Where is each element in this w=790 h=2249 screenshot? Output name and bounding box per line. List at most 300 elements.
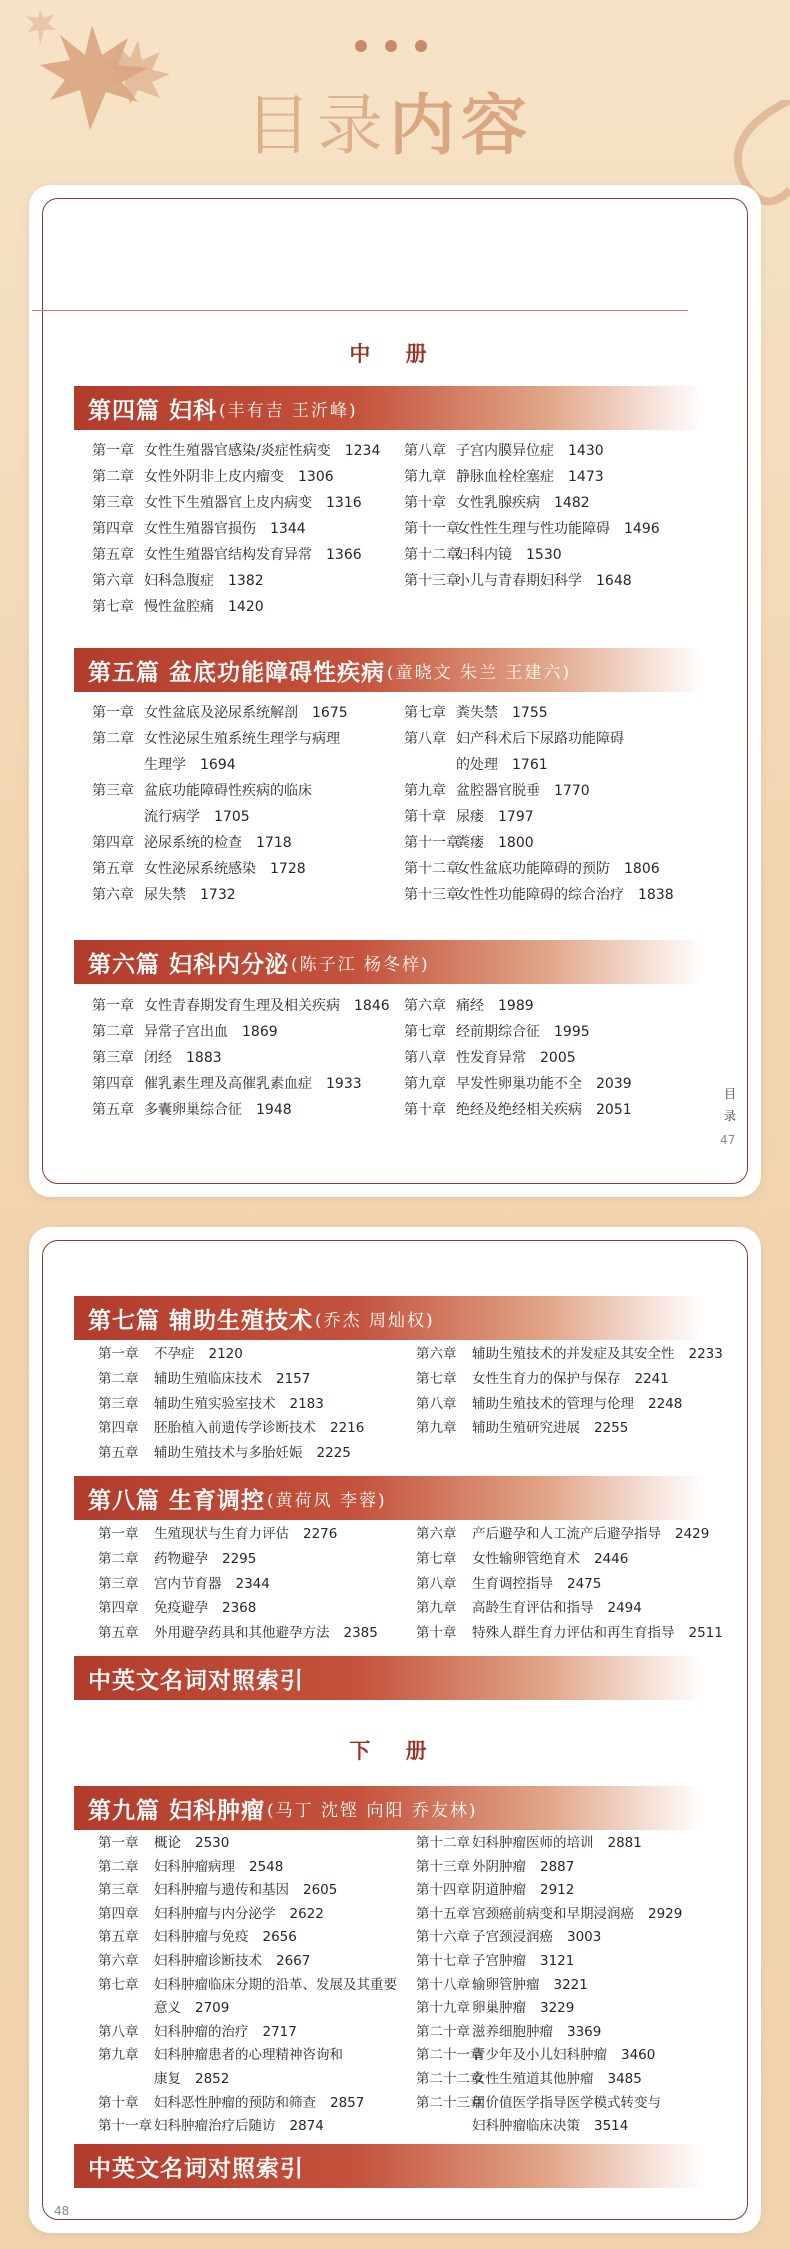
toc-entry[interactable] <box>404 830 674 856</box>
toc-entry[interactable] <box>416 1572 723 1597</box>
chapter-list-left <box>92 700 348 908</box>
chapter-title: 尿瘘 <box>456 809 484 825</box>
chapter-title: 妇科肿瘤与免疫 <box>154 1929 249 1946</box>
toc-entry[interactable] <box>92 830 348 856</box>
toc-entry[interactable] <box>404 542 660 568</box>
chapter-title: 妇科肿瘤与内分泌学 <box>154 1905 276 1922</box>
chapter-title: 辅助生殖实验室技术 <box>154 1395 276 1412</box>
chapter-number: 第十八章 <box>416 1976 470 1993</box>
chapter-title: 生殖现状与生育力评估 <box>154 1526 289 1542</box>
chapter-page: 3485 <box>607 2070 642 2087</box>
chapter-number: 第六章 <box>416 1346 457 1362</box>
chapter-page: 1316 <box>326 495 362 511</box>
toc-entry[interactable] <box>98 1342 364 1367</box>
chapter-number: 第八章 <box>98 2023 139 2040</box>
toc-entry[interactable] <box>92 568 380 594</box>
chapter-title: 妇科肿瘤与遗传和基因 <box>154 1882 289 1899</box>
chapter-page: 1382 <box>228 573 264 589</box>
chapter-number: 第四章 <box>98 1600 139 1617</box>
chapter-number: 第十三章 <box>404 573 460 589</box>
chapter-title: 绝经及绝经相关疾病 <box>456 1102 582 1118</box>
chapter-title: 催乳素生理及高催乳素血症 <box>144 1076 312 1092</box>
chapter-number: 第三章 <box>98 1575 139 1592</box>
chapter-title: 子宫颈浸润癌 <box>472 1929 553 1946</box>
chapter-number: 第七章 <box>404 1024 446 1040</box>
chapter-title: 女性泌尿系统感染 <box>144 861 256 877</box>
chapter-number: 第二章 <box>92 469 134 485</box>
chapter-title: 辅助生殖临床技术 <box>154 1370 262 1387</box>
toc-entry[interactable] <box>92 1097 390 1123</box>
chapter-page: 1675 <box>312 705 348 721</box>
section-title: 第九篇 妇科肿瘤 <box>88 1797 266 1824</box>
chapter-number: 第二章 <box>92 731 134 747</box>
chapter-number: 第六章 <box>92 887 134 903</box>
toc-entry[interactable] <box>92 594 380 620</box>
chapter-page: 2874 <box>289 2118 324 2135</box>
chapter-number: 第三章 <box>98 1395 139 1412</box>
chapter-title: 妇科急腹症 <box>144 573 214 589</box>
toc-entry[interactable] <box>416 1856 682 1880</box>
divider-line <box>32 310 688 311</box>
chapter-title: 静脉血栓栓塞症 <box>456 469 554 485</box>
toc-entry[interactable] <box>404 726 674 752</box>
chapter-title: 外阴肿瘤 <box>472 1858 526 1875</box>
toc-entry[interactable] <box>98 2092 397 2116</box>
chapter-title: 妇科恶性肿瘤的预防和筛查 <box>154 2094 316 2111</box>
chapter-number: 第一章 <box>92 443 134 459</box>
chapter-title: 生育调控指导 <box>472 1575 553 1592</box>
section-authors: (丰有吉 王沂峰) <box>219 400 358 421</box>
chapter-page: 2852 <box>195 2070 230 2087</box>
chapter-title: 女性生殖道其他肿瘤 <box>472 2070 594 2087</box>
toc-entry[interactable] <box>404 778 674 804</box>
chapter-number: 第一章 <box>92 998 134 1014</box>
toc-entry[interactable] <box>416 1367 723 1392</box>
toc-entry[interactable] <box>98 1596 378 1621</box>
chapter-page: 1869 <box>242 1024 278 1040</box>
chapter-page: 2225 <box>316 1445 351 1462</box>
chapter-number: 第八章 <box>404 731 446 747</box>
chapter-page: 2344 <box>235 1575 270 1592</box>
toc-entry[interactable] <box>404 1019 632 1045</box>
chapter-number: 第七章 <box>98 1976 139 1993</box>
chapter-title: 妇科内镜 <box>456 547 512 563</box>
chapter-page: 2385 <box>343 1625 378 1642</box>
chapter-page: 1800 <box>498 835 534 851</box>
chapter-number: 第十六章 <box>416 1929 470 1946</box>
chapter-title: 药物避孕 <box>154 1550 208 1567</box>
chapter-page: 2183 <box>289 1395 324 1412</box>
chapter-title: 慢性盆腔痛 <box>144 599 214 615</box>
chapter-page: 2494 <box>607 1600 642 1617</box>
toc-entry[interactable] <box>98 1997 397 2021</box>
chapter-number: 第八章 <box>416 1575 457 1592</box>
chapter-page: 3460 <box>621 2047 656 2064</box>
chapter-page: 1846 <box>354 998 390 1014</box>
chapter-list-left <box>98 1832 397 2139</box>
chapter-title: 异常子宫出血 <box>144 1024 228 1040</box>
toc-entry[interactable] <box>404 856 674 882</box>
chapter-page: 1482 <box>554 495 590 511</box>
chapter-title: 免疫避孕 <box>154 1600 208 1617</box>
chapter-page: 1883 <box>186 1050 222 1066</box>
chapter-title: 外用避孕药具和其他避孕方法 <box>154 1625 330 1642</box>
chapter-page: 2005 <box>540 1050 576 1066</box>
chapter-title: 盆腔器官脱垂 <box>456 783 540 799</box>
chapter-list-right <box>404 438 660 594</box>
toc-entry[interactable] <box>98 1367 364 1392</box>
chapter-number: 第一章 <box>98 1835 139 1851</box>
toc-entry[interactable] <box>404 490 660 516</box>
chapter-title: 多囊卵巢综合征 <box>144 1102 242 1118</box>
chapter-number: 第四章 <box>92 521 134 537</box>
chapter-title: 妇科肿瘤临床分期的沿革、发展及其重要 <box>154 1976 397 1993</box>
toc-entry[interactable] <box>416 1392 723 1417</box>
toc-entry[interactable] <box>416 2021 682 2045</box>
chapter-page: 2709 <box>195 2000 230 2017</box>
chapter-title: 滋养细胞肿瘤 <box>472 2023 553 2040</box>
chapter-number: 第五章 <box>98 1625 139 1642</box>
toc-entry[interactable] <box>416 1342 723 1367</box>
section-title: 第四篇 妇科 <box>88 397 218 424</box>
chapter-list-left <box>92 993 390 1123</box>
volume-label: 中 册 <box>349 342 441 366</box>
chapter-title: 康复 <box>154 2070 181 2087</box>
toc-entry[interactable] <box>92 700 348 726</box>
toc-entry[interactable] <box>416 1926 682 1950</box>
chapter-number: 第十二章 <box>416 1835 470 1851</box>
toc-entry[interactable] <box>416 1974 682 1998</box>
chapter-page: 1770 <box>554 783 590 799</box>
toc-entry[interactable] <box>92 464 380 490</box>
toc-entry[interactable] <box>98 1522 378 1547</box>
chapter-title: 青少年及小儿妇科肿瘤 <box>472 2047 607 2064</box>
chapter-title: 不孕症 <box>154 1346 195 1362</box>
toc-entry[interactable] <box>98 1926 397 1950</box>
chapter-page: 1473 <box>568 469 604 485</box>
chapter-title: 卵巢肿瘤 <box>472 2000 526 2017</box>
chapter-page: 2039 <box>596 1076 632 1092</box>
toc-entry[interactable] <box>98 1621 378 1646</box>
chapter-number: 第二章 <box>92 1024 134 1040</box>
toc-entry[interactable] <box>404 1045 632 1071</box>
chapter-number: 第十章 <box>404 495 446 511</box>
chapter-title: 盆底功能障碍性疾病的临床 <box>144 783 312 799</box>
chapter-title: 女性盆底及泌尿系统解剖 <box>144 705 298 721</box>
chapter-list-right <box>404 700 674 908</box>
toc-entry[interactable] <box>98 1572 378 1597</box>
toc-entry[interactable] <box>92 542 380 568</box>
section-authors: (黄荷凤 李蓉) <box>267 1490 387 1511</box>
chapter-page: 1948 <box>256 1102 292 1118</box>
toc-entry[interactable] <box>98 1392 364 1417</box>
toc-entry[interactable] <box>416 1879 682 1903</box>
toc-entry[interactable] <box>92 752 348 778</box>
chapter-page: 1420 <box>228 599 264 615</box>
chapter-page: 1496 <box>624 521 660 537</box>
toc-entry[interactable] <box>92 490 380 516</box>
chapter-page: 2276 <box>303 1526 338 1542</box>
chapter-title: 妇科肿瘤治疗后随访 <box>154 2118 276 2135</box>
toc-entry[interactable] <box>98 1547 378 1572</box>
toc-entry[interactable] <box>98 1974 397 1998</box>
chapter-number: 第五章 <box>98 1929 139 1946</box>
chapter-title: 女性外阴非上皮内瘤变 <box>144 469 284 485</box>
toc-entry[interactable] <box>416 2068 682 2092</box>
chapter-title: 早发性卵巢功能不全 <box>456 1076 582 1092</box>
chapter-page: 2120 <box>208 1346 243 1362</box>
chapter-title: 妇科肿瘤患者的心理精神咨询和 <box>154 2047 343 2064</box>
toc-entry[interactable] <box>416 1416 723 1441</box>
section-bar <box>74 386 704 430</box>
chapter-number: 第九章 <box>98 2047 139 2064</box>
chapter-page: 1797 <box>498 809 534 825</box>
chapter-page: 2255 <box>594 1420 629 1437</box>
toc-entry[interactable] <box>98 1903 397 1927</box>
chapter-number: 第二章 <box>98 1858 139 1875</box>
toc-entry[interactable] <box>98 1832 397 1856</box>
toc-entry[interactable] <box>416 1621 723 1646</box>
toc-entry[interactable] <box>416 2092 682 2116</box>
toc-entry[interactable] <box>416 2115 682 2139</box>
chapter-title: 泌尿系统的检查 <box>144 835 242 851</box>
chapter-number: 第九章 <box>404 783 446 799</box>
chapter-page: 2717 <box>262 2023 297 2040</box>
toc-entry[interactable] <box>404 1071 632 1097</box>
chapter-number: 第一章 <box>92 705 134 721</box>
toc-entry[interactable] <box>404 752 674 778</box>
chapter-title: 辅助生殖技术与多胎妊娠 <box>154 1445 303 1462</box>
chapter-number: 第七章 <box>416 1550 457 1567</box>
chapter-title: 妇科肿瘤医师的培训 <box>472 1835 594 1851</box>
chapter-page: 1732 <box>200 887 236 903</box>
section-bar <box>74 648 704 692</box>
chapter-page: 2233 <box>688 1346 723 1362</box>
toc-entry[interactable] <box>416 1903 682 1927</box>
chapter-title: 女性下生殖器官上皮内病变 <box>144 495 312 511</box>
toc-entry[interactable] <box>92 882 348 908</box>
chapter-number: 第三章 <box>92 495 134 511</box>
chapter-number: 第八章 <box>404 1050 446 1066</box>
page-title <box>245 72 533 167</box>
chapter-title: 辅助生殖技术的并发症及其安全性 <box>472 1346 675 1362</box>
chapter-page: 2429 <box>675 1526 710 1542</box>
toc-card-middle-volume <box>32 188 758 1194</box>
toc-entry[interactable] <box>98 1879 397 1903</box>
chapter-number: 第八章 <box>416 1395 457 1412</box>
toc-entry[interactable] <box>404 804 674 830</box>
side-label: 目 录 <box>723 1087 736 1123</box>
chapter-page: 1933 <box>326 1076 362 1092</box>
toc-entry[interactable] <box>98 1416 364 1441</box>
chapter-number: 第二十一章 <box>416 2047 484 2064</box>
section-title: 第六篇 妇科内分泌 <box>88 951 290 978</box>
chapter-page: 1755 <box>512 705 548 721</box>
chapter-page: 2887 <box>540 1858 575 1875</box>
toc-entry[interactable] <box>92 856 348 882</box>
toc-entry[interactable] <box>98 2044 397 2068</box>
toc-entry[interactable] <box>92 993 390 1019</box>
chapter-page: 1530 <box>526 547 562 563</box>
chapter-page: 2605 <box>303 1882 338 1899</box>
toc-entry[interactable] <box>98 2021 397 2045</box>
toc-entry[interactable] <box>404 1097 632 1123</box>
chapter-title: 高龄生育评估和指导 <box>472 1600 594 1617</box>
toc-entry[interactable] <box>404 568 660 594</box>
toc-entry[interactable] <box>404 464 660 490</box>
toc-entry[interactable] <box>98 1950 397 1974</box>
chapter-number: 第九章 <box>404 1076 446 1092</box>
index-bar[interactable] <box>74 1656 704 1700</box>
chapter-title: 辅助生殖技术的管理与伦理 <box>472 1395 634 1412</box>
chapter-page: 1306 <box>298 469 334 485</box>
chapter-title: 妇科肿瘤诊断技术 <box>154 1952 262 1969</box>
toc-entry[interactable] <box>404 700 674 726</box>
chapter-page: 2295 <box>222 1550 257 1567</box>
chapter-page: 1705 <box>214 809 250 825</box>
chapter-title: 生理学 <box>144 757 186 773</box>
chapter-list-right <box>404 993 632 1123</box>
chapter-page: 3221 <box>553 1976 588 1993</box>
chapter-title: 胚胎植入前遗传学诊断技术 <box>154 1420 316 1437</box>
chapter-title: 经前期综合征 <box>456 1024 540 1040</box>
chapter-title: 的处理 <box>456 757 498 773</box>
title-part2: 内容 <box>389 87 533 164</box>
toc-entry[interactable] <box>92 778 348 804</box>
chapter-number: 第十二章 <box>404 861 460 877</box>
toc-entry[interactable] <box>92 516 380 542</box>
index-bar[interactable] <box>74 2144 704 2188</box>
chapter-page: 1344 <box>270 521 306 537</box>
chapter-page: 2667 <box>276 1952 311 1969</box>
chapter-page: 2530 <box>195 1835 230 1851</box>
chapter-page: 2857 <box>330 2094 365 2111</box>
chapter-title: 女性青春期发育生理及相关疾病 <box>144 998 340 1014</box>
chapter-list-left <box>98 1342 364 1466</box>
toc-entry[interactable] <box>92 726 348 752</box>
toc-entry[interactable] <box>98 1856 397 1880</box>
chapter-title: 性发育异常 <box>456 1050 526 1066</box>
chapter-title: 子宫肿瘤 <box>472 1952 526 1969</box>
chapter-title: 子宫内膜异位症 <box>456 443 554 459</box>
chapter-title: 妇科肿瘤病理 <box>154 1858 235 1875</box>
toc-entry[interactable] <box>92 1019 390 1045</box>
chapter-page: 2248 <box>648 1395 683 1412</box>
section-bar <box>74 1786 704 1830</box>
chapter-page: 2548 <box>249 1858 284 1875</box>
toc-entry[interactable] <box>416 1547 723 1572</box>
chapter-number: 第五章 <box>92 861 134 877</box>
chapter-number: 第一章 <box>98 1346 139 1362</box>
section-bar <box>74 1296 704 1340</box>
chapter-page: 1718 <box>256 835 292 851</box>
chapter-title: 女性生殖器官结构发育异常 <box>144 547 312 563</box>
chapter-number: 第五章 <box>92 547 134 563</box>
chapter-number: 第十一章 <box>404 521 460 537</box>
section-title: 第五篇 盆底功能障碍性疾病 <box>88 659 386 686</box>
chapter-number: 第三章 <box>92 783 134 799</box>
chapter-page: 1761 <box>512 757 548 773</box>
toc-entry[interactable] <box>416 1950 682 1974</box>
toc-entry[interactable] <box>416 1596 723 1621</box>
toc-entry[interactable] <box>92 804 348 830</box>
chapter-number: 第二章 <box>98 1370 139 1387</box>
toc-entry[interactable] <box>98 1441 364 1466</box>
chapter-title: 女性生殖器官损伤 <box>144 521 256 537</box>
toc-entry[interactable] <box>92 1045 390 1071</box>
chapter-number: 第六章 <box>416 1526 457 1542</box>
chapter-number: 第十五章 <box>416 1905 470 1922</box>
chapter-number: 第十章 <box>98 2094 139 2111</box>
chapter-title: 闭经 <box>144 1050 172 1066</box>
chapter-number: 第八章 <box>404 443 446 459</box>
chapter-list-right <box>416 1522 723 1646</box>
chapter-page: 1366 <box>326 547 362 563</box>
chapter-page: 2929 <box>648 1905 683 1922</box>
toc-entry[interactable] <box>92 1071 390 1097</box>
chapter-page: 1989 <box>498 998 534 1014</box>
chapter-number: 第十一章 <box>98 2118 152 2135</box>
toc-entry[interactable] <box>92 438 380 464</box>
toc-entry[interactable] <box>404 993 632 1019</box>
chapter-page: 2157 <box>276 1370 311 1387</box>
chapter-number: 第九章 <box>416 1420 457 1437</box>
chapter-number: 第十四章 <box>416 1882 470 1899</box>
page-number: 48 <box>54 2204 70 2218</box>
toc-entry[interactable] <box>404 882 674 908</box>
chapter-page: 2241 <box>634 1370 669 1387</box>
chapter-title: 输卵管肿瘤 <box>472 1976 540 1993</box>
chapter-page: 2051 <box>596 1102 632 1118</box>
chapter-number: 第九章 <box>404 469 446 485</box>
chapter-page: 1648 <box>596 573 632 589</box>
chapter-title: 女性乳腺疾病 <box>456 495 540 511</box>
chapter-number: 第三章 <box>92 1050 134 1066</box>
chapter-page: 2656 <box>262 1929 297 1946</box>
chapter-title: 特殊人群生育力评估和再生育指导 <box>472 1625 675 1642</box>
toc-entry[interactable] <box>404 516 660 542</box>
chapter-list-left <box>92 438 380 620</box>
chapter-page: 2216 <box>330 1420 365 1437</box>
chapter-page: 2446 <box>594 1550 629 1567</box>
chapter-number: 第二十章 <box>416 2023 470 2040</box>
chapter-page: 3514 <box>594 2118 629 2135</box>
chapter-number: 第二十二章 <box>416 2070 484 2087</box>
toc-entry[interactable] <box>416 1832 682 1856</box>
chapter-list-left <box>98 1522 378 1646</box>
toc-entry[interactable] <box>416 1522 723 1547</box>
toc-entry[interactable] <box>98 2068 397 2092</box>
index-title: 中英文名词对照索引 <box>88 2155 304 2182</box>
section-title: 第八篇 生育调控 <box>88 1487 266 1514</box>
chapter-number: 第十一章 <box>404 835 460 851</box>
chapter-number: 第二章 <box>98 1550 139 1567</box>
header <box>0 0 790 200</box>
chapter-number: 第十二章 <box>404 547 460 563</box>
chapter-page: 2511 <box>688 1625 723 1642</box>
decorative-dots <box>355 40 427 52</box>
chapter-title: 女性输卵管绝育术 <box>472 1550 580 1567</box>
toc-entry[interactable] <box>98 2115 397 2139</box>
chapter-title: 流行病学 <box>144 809 200 825</box>
toc-entry[interactable] <box>416 2044 682 2068</box>
chapter-number: 第五章 <box>98 1445 139 1462</box>
chapter-title: 女性性生理与性功能障碍 <box>456 521 610 537</box>
toc-entry[interactable] <box>404 438 660 464</box>
toc-entry[interactable] <box>416 1997 682 2021</box>
chapter-number: 第四章 <box>98 1905 139 1922</box>
chapter-number: 第七章 <box>416 1370 457 1387</box>
